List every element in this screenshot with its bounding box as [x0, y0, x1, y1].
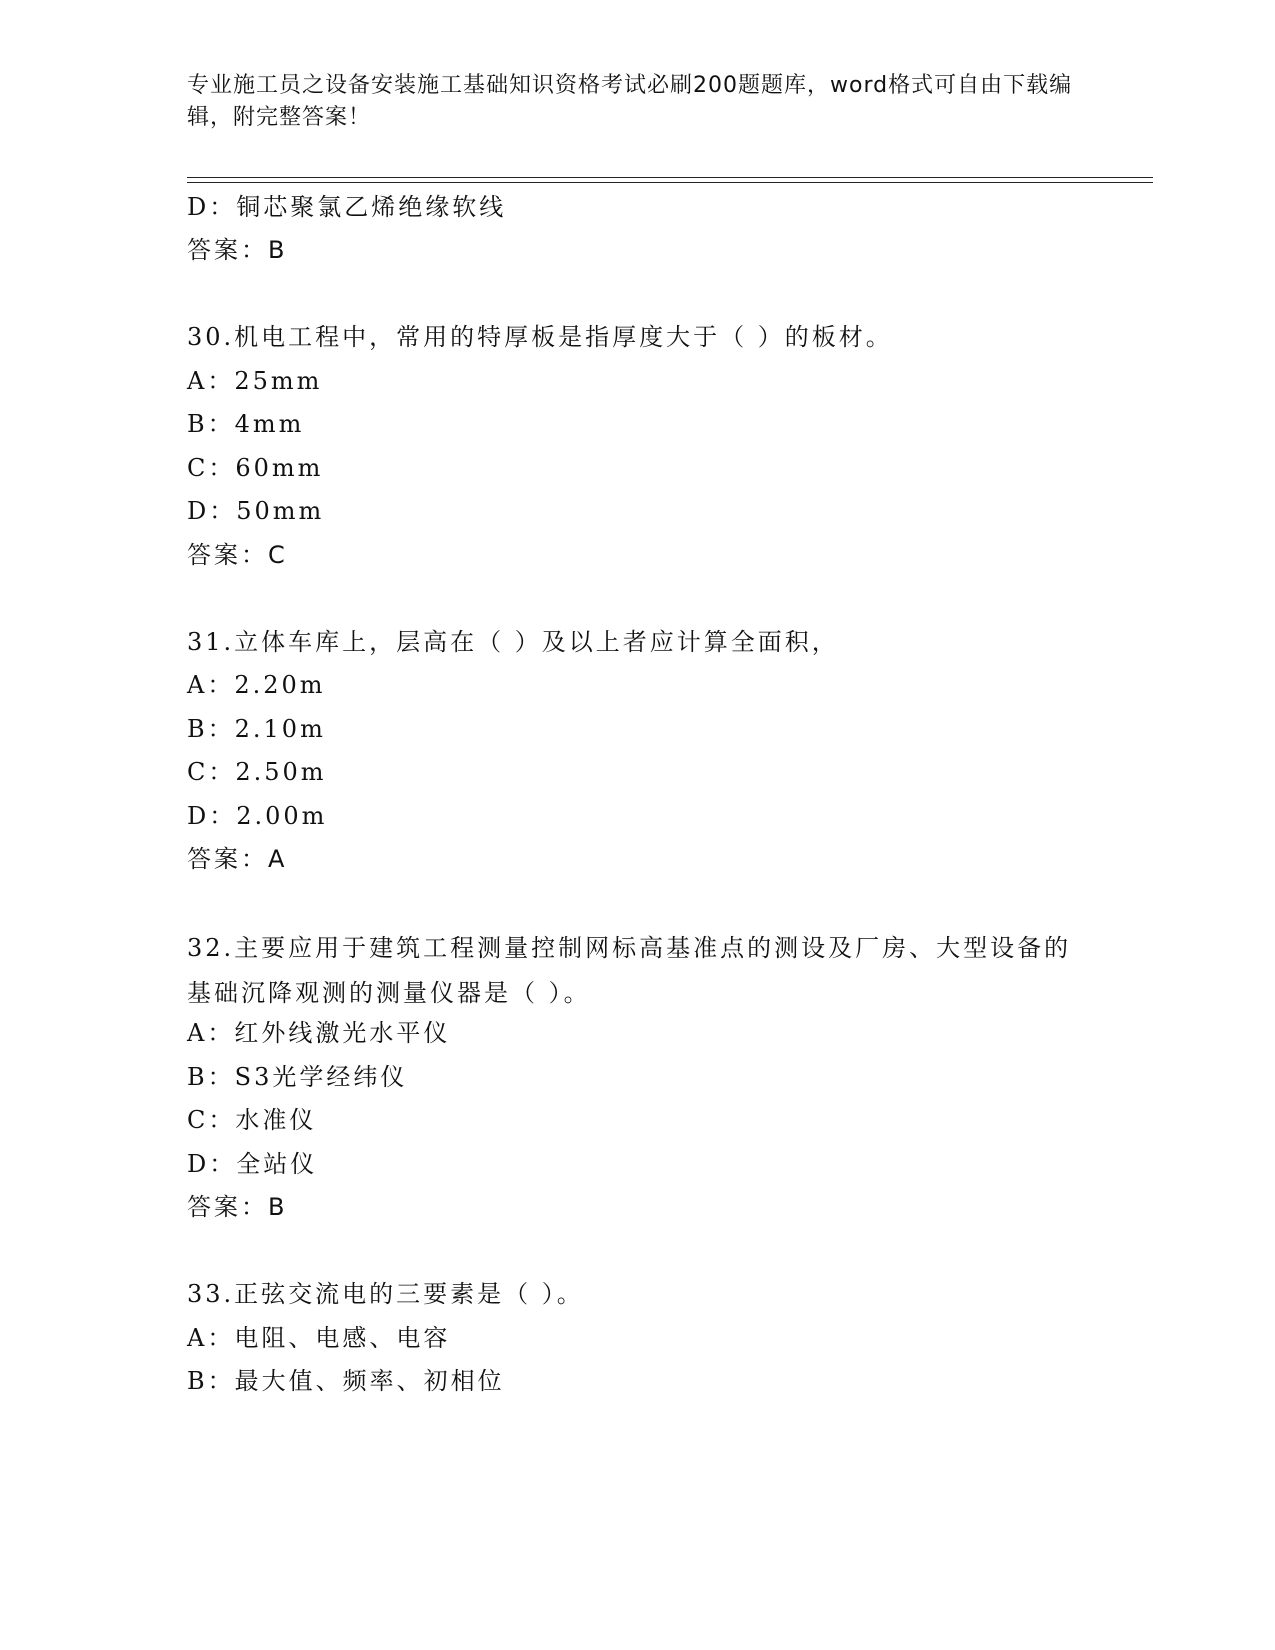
q31-option-d: D：2.00m [187, 802, 328, 830]
q33-question: 33.正弦交流电的三要素是（ ）。 [187, 1280, 584, 1308]
header-divider-top [187, 177, 1153, 178]
q31-question: 31.立体车库上，层高在（ ）及以上者应计算全面积， [187, 628, 839, 656]
q30-option-a: A：25mm [187, 367, 323, 395]
header-divider-bottom [187, 182, 1153, 183]
q32-question: 32.主要应用于建筑工程测量控制网标高基准点的测设及厂房、大型设备的基础沉降观测的测量仪器是（ ）。 [187, 934, 1072, 1007]
q32-answer: 答案：B [187, 1193, 288, 1221]
q31-answer: 答案：A [187, 845, 288, 873]
q33-option-a: A：电阻、电感、电容 [187, 1324, 451, 1352]
prev-answer: 答案：B [187, 236, 288, 264]
q30-question: 30.机电工程中，常用的特厚板是指厚度大于（ ）的板材。 [187, 323, 893, 351]
prev-option-d: D：铜芯聚氯乙烯绝缘软线 [187, 193, 507, 221]
q30-answer: 答案：C [187, 541, 288, 569]
q30-option-b: B：4mm [187, 410, 305, 438]
document-header: 专业施工员之设备安装施工基础知识资格考试必刷200题题库，word格式可自由下载编辑，附完整答案！ [187, 73, 1073, 130]
q32-option-b: B：S3光学经纬仪 [187, 1063, 408, 1091]
q32-option-a: A：红外线激光水平仪 [187, 1019, 451, 1047]
q30-option-d: D：50mm [187, 497, 325, 525]
q32-option-d: D：全站仪 [187, 1150, 318, 1178]
q30-option-c: C：60mm [187, 454, 324, 482]
q31-option-a: A：2.20m [187, 671, 326, 699]
q33-option-b: B：最大值、频率、初相位 [187, 1367, 505, 1395]
q32-option-c: C：水准仪 [187, 1106, 317, 1134]
q31-option-c: C：2.50m [187, 758, 327, 786]
q31-option-b: B：2.10m [187, 715, 326, 743]
